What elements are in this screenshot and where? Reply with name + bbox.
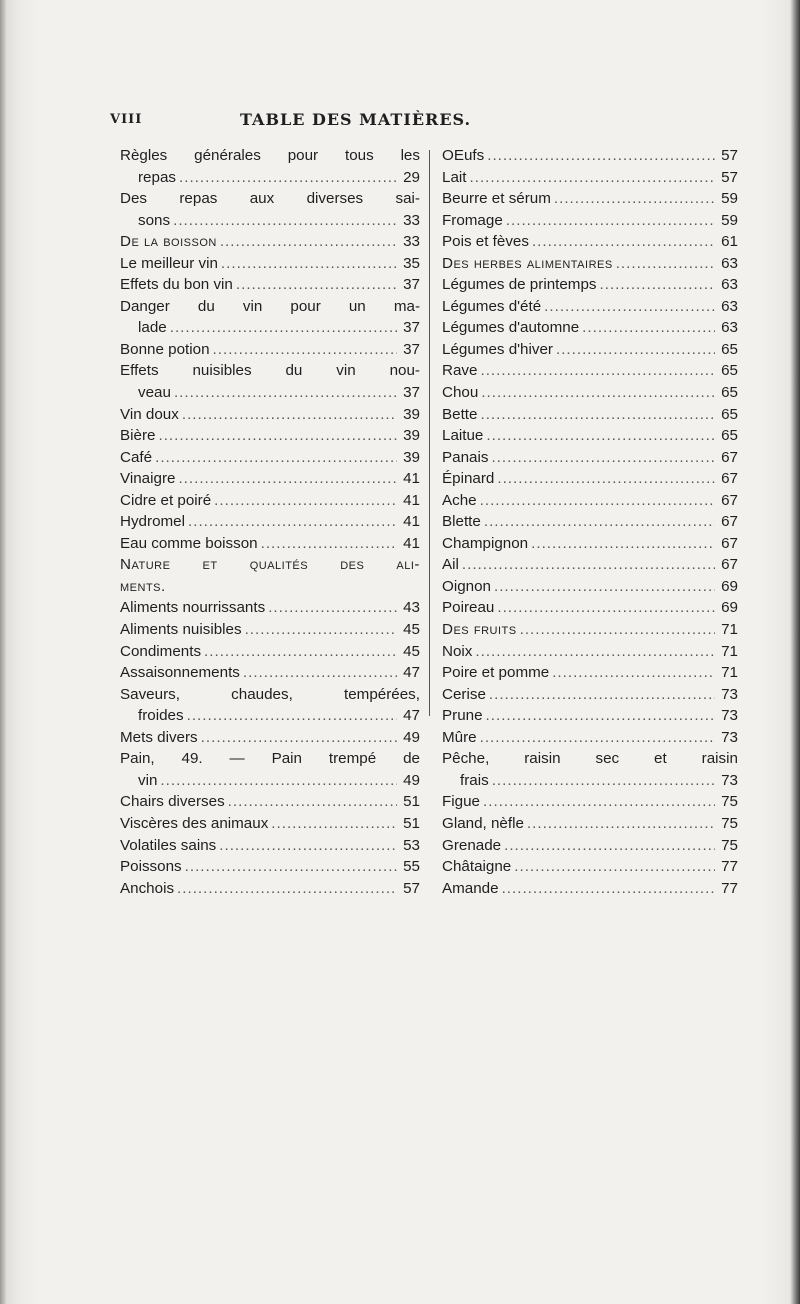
toc-entry: Vin doux ..... 39 xyxy=(120,404,420,426)
page-number: 47 xyxy=(403,707,420,725)
page-number: 53 xyxy=(403,836,420,854)
toc-entry: OEufs ..... 57 xyxy=(442,145,738,167)
toc-entry: Épinard ..... 67 xyxy=(442,468,738,490)
page-number: 59 xyxy=(721,190,738,208)
page-number: 73 xyxy=(721,771,738,789)
toc-entry: vin ..... 49 xyxy=(120,770,420,792)
toc-section-heading: De la boisson ..... 33 xyxy=(120,231,420,253)
toc-entry: Pain, 49. — Pain trempé de xyxy=(120,750,420,768)
toc-entry: Légumes d'automne ..... 63 xyxy=(442,317,738,339)
page-folio: VIII xyxy=(110,112,143,127)
toc-entry: Noix ..... 71 xyxy=(442,641,738,663)
toc-entry: Hydromel ..... 41 xyxy=(120,511,420,533)
page-number: 33 xyxy=(403,233,420,251)
page-number: 69 xyxy=(721,599,738,617)
page-number: 41 xyxy=(403,534,420,552)
page-number: 75 xyxy=(721,793,738,811)
page-number: 73 xyxy=(721,728,738,746)
page-number: 67 xyxy=(721,470,738,488)
toc-entry: sons ..... 33 xyxy=(120,210,420,232)
page-number: 57 xyxy=(721,168,738,186)
page-number: 71 xyxy=(721,642,738,660)
toc-entry: Légumes d'été ..... 63 xyxy=(442,296,738,318)
page-number: 73 xyxy=(721,707,738,725)
toc-entry: Poissons ..... 55 xyxy=(120,856,420,878)
page-number: 63 xyxy=(721,254,738,272)
page-number: 71 xyxy=(721,621,738,639)
page-number: 37 xyxy=(403,276,420,294)
toc-entry: Légumes de printemps ..... 63 xyxy=(442,274,738,296)
toc-entry: Pêche, raisin sec et raisin xyxy=(442,750,738,768)
toc-entry: Poire et pomme ..... 71 xyxy=(442,662,738,684)
toc-entry: Laitue ..... 65 xyxy=(442,425,738,447)
page-header xyxy=(110,112,800,136)
page-number: 65 xyxy=(721,362,738,380)
toc-entry: Beurre et sérum ..... 59 xyxy=(442,188,738,210)
toc-entry: Ache ..... 67 xyxy=(442,490,738,512)
toc-entry: Bonne potion ..... 37 xyxy=(120,339,420,361)
toc-entry: Bière ..... 39 xyxy=(120,425,420,447)
toc-entry: Figue ..... 75 xyxy=(442,791,738,813)
toc-column-right xyxy=(442,145,738,899)
toc-entry: Vinaigre ..... 41 xyxy=(120,468,420,490)
page-number: 77 xyxy=(721,858,738,876)
page-number: 37 xyxy=(403,384,420,402)
page-number: 55 xyxy=(403,858,420,876)
toc-entry: Mûre ..... 73 xyxy=(442,727,738,749)
toc-entry: Chou ..... 65 xyxy=(442,382,738,404)
toc-entry: Effets nuisibles du vin nou- xyxy=(120,362,420,380)
toc-entry: Volatiles sains ..... 53 xyxy=(120,835,420,857)
page-number: 51 xyxy=(403,793,420,811)
page-number: 75 xyxy=(721,836,738,854)
toc-entry: lade ..... 37 xyxy=(120,317,420,339)
page-number: 71 xyxy=(721,664,738,682)
toc-entry: Légumes d'hiver ..... 65 xyxy=(442,339,738,361)
toc-column-left xyxy=(120,145,420,899)
page-number: 59 xyxy=(721,211,738,229)
toc-entry: Pois et fèves ..... 61 xyxy=(442,231,738,253)
page-number: 61 xyxy=(721,233,738,251)
toc-entry: Aliments nourrissants ..... 43 xyxy=(120,597,420,619)
toc-entry: Des repas aux diverses sai- xyxy=(120,190,420,208)
toc-section-heading: ments. xyxy=(120,577,166,595)
page-number: 29 xyxy=(403,168,420,186)
toc-entry: Grenade ..... 75 xyxy=(442,835,738,857)
page-number: 73 xyxy=(721,685,738,703)
page-number: 33 xyxy=(403,211,420,229)
toc-entry: froides ..... 47 xyxy=(120,705,420,727)
running-title: TABLE DES MATIÈRES. xyxy=(240,110,472,129)
toc-entry: Blette ..... 67 xyxy=(442,511,738,533)
toc-entry: Aliments nuisibles ..... 45 xyxy=(120,619,420,641)
page-number: 37 xyxy=(403,340,420,358)
page-number: 63 xyxy=(721,297,738,315)
toc-entry: Mets divers ..... 49 xyxy=(120,727,420,749)
toc-entry: Fromage ..... 59 xyxy=(442,210,738,232)
page-number: 39 xyxy=(403,448,420,466)
page-number: 67 xyxy=(721,448,738,466)
page-number: 35 xyxy=(403,254,420,272)
toc-section-heading: Nature et qualités des ali- xyxy=(120,556,420,574)
page-number: 41 xyxy=(403,513,420,531)
column-divider xyxy=(429,150,430,716)
page-number: 75 xyxy=(721,814,738,832)
toc-entry: Viscères des animaux ..... 51 xyxy=(120,813,420,835)
toc-section-heading: Des fruits ..... 71 xyxy=(442,619,738,641)
page-edge-shadow xyxy=(0,0,6,1304)
page-number: 45 xyxy=(403,621,420,639)
page-number: 67 xyxy=(721,491,738,509)
page-number: 69 xyxy=(721,577,738,595)
page-number: 67 xyxy=(721,513,738,531)
toc-entry: Champignon ..... 67 xyxy=(442,533,738,555)
toc-entry: Cerise ..... 73 xyxy=(442,684,738,706)
toc-entry: Le meilleur vin ..... 35 xyxy=(120,253,420,275)
page-number: 39 xyxy=(403,427,420,445)
page-number: 43 xyxy=(403,599,420,617)
toc-entry: Poireau ..... 69 xyxy=(442,597,738,619)
toc-entry: Anchois ..... 57 xyxy=(120,878,420,900)
toc-entry: Gland, nèfle ..... 75 xyxy=(442,813,738,835)
toc-entry: Eau comme boisson ..... 41 xyxy=(120,533,420,555)
toc-entry: Condiments ..... 45 xyxy=(120,641,420,663)
toc-entry: frais ..... 73 xyxy=(442,770,738,792)
toc-entry: Panais ..... 67 xyxy=(442,447,738,469)
page-number: 41 xyxy=(403,491,420,509)
toc-entry: Café ..... 39 xyxy=(120,447,420,469)
toc-entry: Assaisonnements ..... 47 xyxy=(120,662,420,684)
toc-entry: Chairs diverses ..... 51 xyxy=(120,791,420,813)
toc-entry: Ail ..... 67 xyxy=(442,554,738,576)
toc-entry: Effets du bon vin ..... 37 xyxy=(120,274,420,296)
page-number: 65 xyxy=(721,405,738,423)
toc-entry: Rave ..... 65 xyxy=(442,360,738,382)
page-number: 65 xyxy=(721,384,738,402)
toc-entry: Règles générales pour tous les xyxy=(120,147,420,164)
page-number: 57 xyxy=(403,879,420,897)
toc-entry: Bette ..... 65 xyxy=(442,404,738,426)
page-number: 39 xyxy=(403,405,420,423)
toc-entry: Châtaigne ..... 77 xyxy=(442,856,738,878)
page-number: 49 xyxy=(403,728,420,746)
toc-entry: veau ..... 37 xyxy=(120,382,420,404)
page-number: 67 xyxy=(721,534,738,552)
toc-entry: Prune ..... 73 xyxy=(442,705,738,727)
page-number: 65 xyxy=(721,340,738,358)
page-number: 45 xyxy=(403,642,420,660)
page-number: 41 xyxy=(403,470,420,488)
page-number: 51 xyxy=(403,814,420,832)
toc-entry: repas ..... 29 xyxy=(120,167,420,189)
page-number: 65 xyxy=(721,427,738,445)
page-number: 37 xyxy=(403,319,420,337)
toc-entry: Oignon ..... 69 xyxy=(442,576,738,598)
toc-entry: Lait ..... 57 xyxy=(442,167,738,189)
toc-entry: Saveurs, chaudes, tempérées, xyxy=(120,685,420,703)
page-number: 67 xyxy=(721,556,738,574)
page-number: 77 xyxy=(721,879,738,897)
page-number: 49 xyxy=(403,771,420,789)
page-number: 57 xyxy=(721,147,738,164)
toc-entry: Amande ..... 77 xyxy=(442,878,738,900)
toc-entry: Cidre et poiré ..... 41 xyxy=(120,490,420,512)
page-number: 47 xyxy=(403,664,420,682)
toc-section-heading: Des herbes alimentaires ..... 63 xyxy=(442,253,738,275)
page-number: 63 xyxy=(721,276,738,294)
page-number: 63 xyxy=(721,319,738,337)
toc-entry: Danger du vin pour un ma- xyxy=(120,297,420,315)
